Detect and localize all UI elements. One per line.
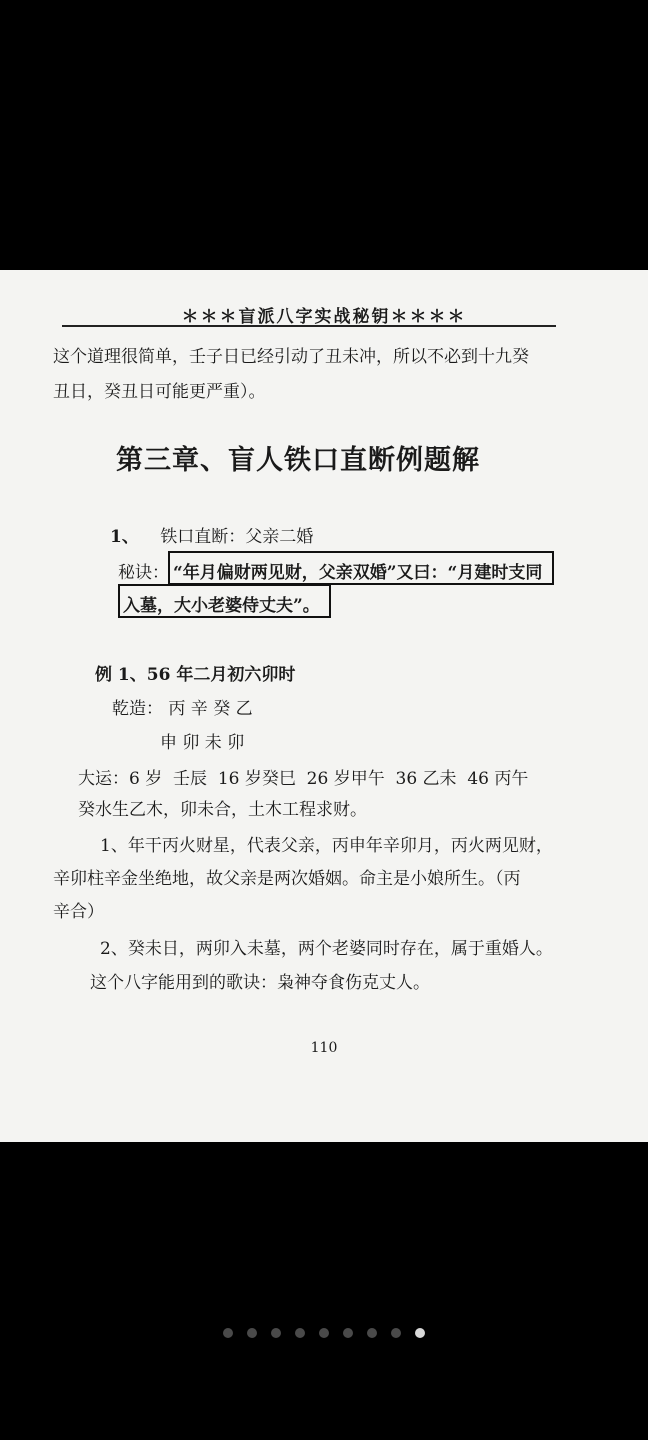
section-number: 1、 (110, 527, 139, 547)
running-header: ＊＊＊盲派八字实战秘钥＊＊＊＊ (181, 307, 467, 327)
page-dot[interactable] (295, 1328, 305, 1338)
chapter-title: 第三章、盲人铁口直断例题解 (116, 445, 480, 476)
secret-line: “年月偏财两见财，父亲双婚”又曰：“月建时支同 (173, 563, 543, 583)
secret-label: 秘诀： (118, 563, 169, 583)
page-dot[interactable] (319, 1328, 329, 1338)
analysis-line: 1、年干丙火财星，代表父亲，丙申年辛卯月，丙火两见财， (100, 836, 553, 856)
heavenly-stems: 丙 辛 癸 乙 (168, 699, 253, 719)
page-indicator[interactable] (0, 1326, 648, 1340)
page-dot[interactable] (343, 1328, 353, 1338)
secret-line: 入墓，大小老婆侍丈夫”。 (123, 596, 320, 616)
page-dot[interactable] (367, 1328, 377, 1338)
analysis-line: 2、癸未日，两卯入未墓，两个老婆同时存在，属于重婚人。 (100, 939, 553, 959)
section-heading (110, 522, 313, 547)
analysis-line: 辛合） (53, 902, 104, 922)
page-dot[interactable] (271, 1328, 281, 1338)
example-title: 例 1、56 年二月初六卯时 (95, 665, 296, 685)
analysis-line: 这个八字能用到的歌诀：枭神夺食伤克丈人。 (90, 973, 430, 993)
example-note: 癸水生乙木，卯未合，土木工程求财。 (78, 800, 367, 820)
bazi-chart (112, 694, 253, 719)
page-dot[interactable] (415, 1328, 425, 1338)
document-page (0, 270, 648, 1142)
dayun-line: 大运：6 岁 壬辰 16 岁癸巳 26 岁甲午 36 乙未 46 丙午 (78, 769, 529, 789)
secret-box-1 (168, 551, 554, 585)
earthly-branches: 申 卯 未 卯 (160, 733, 245, 753)
analysis-line: 辛卯柱辛金坐绝地，故父亲是两次婚姻。命主是小娘所生。（丙 (53, 869, 521, 889)
page-dot[interactable] (247, 1328, 257, 1338)
page-number: 110 (310, 1040, 338, 1056)
header-rule (62, 325, 556, 327)
secret-box-2 (118, 584, 331, 618)
section-title: 铁口直断：父亲二婚 (160, 527, 314, 547)
page-dot[interactable] (223, 1328, 233, 1338)
paragraph-line: 丑日，癸丑日可能更严重）。 (53, 382, 266, 402)
paragraph-line: 这个道理很简单，壬子日已经引动了丑未冲，所以不必到十九癸 (53, 347, 529, 367)
chart-label: 乾造： (112, 699, 163, 719)
page-dot[interactable] (391, 1328, 401, 1338)
